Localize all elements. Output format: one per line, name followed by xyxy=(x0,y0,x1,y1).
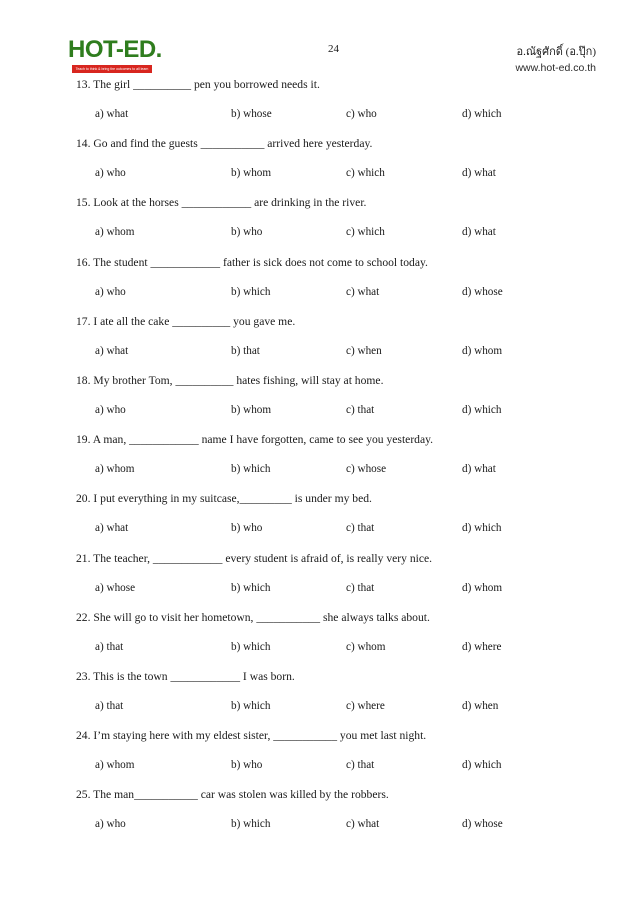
option-c: c) that xyxy=(346,581,375,594)
question-18 xyxy=(76,374,596,433)
question-17 xyxy=(76,315,596,374)
option-d: d) which xyxy=(462,759,502,772)
option-a: a) who xyxy=(95,403,126,416)
option-d: d) which xyxy=(462,522,502,535)
option-a: a) that xyxy=(95,699,124,712)
option-d: d) where xyxy=(462,640,502,653)
question-14 xyxy=(76,137,596,196)
option-b: b) that xyxy=(231,344,260,357)
option-d: d) what xyxy=(462,463,496,476)
option-b: b) whom xyxy=(231,167,272,180)
question-stem: 18. My brother Tom, __________ hates fishing, will stay at home. xyxy=(76,373,384,387)
option-c: c) what xyxy=(346,285,380,298)
option-d: d) what xyxy=(462,226,496,239)
question-stem: 20. I put everything in my suitcase,_________ is under my bed. xyxy=(76,492,372,506)
option-b: b) whose xyxy=(231,108,272,120)
question-19 xyxy=(76,433,596,492)
option-a: a) who xyxy=(95,285,126,298)
question-stem: 25. The man___________ car was stolen was killed by the robbers. xyxy=(76,788,389,802)
question-22 xyxy=(76,611,596,670)
question-stem: 19. A man, ____________ name I have forgotten, came to see you yesterday. xyxy=(76,433,434,447)
question-23 xyxy=(76,670,596,729)
logo-tagline: Teach to think & bring the outcomes to all learn xyxy=(72,65,152,73)
option-b: b) which xyxy=(231,818,271,831)
option-a: a) whom xyxy=(95,463,135,476)
option-d: d) which xyxy=(462,403,502,416)
option-b: b) who xyxy=(231,226,263,239)
option-b: b) who xyxy=(231,759,263,772)
option-b: b) which xyxy=(231,285,271,298)
question-16 xyxy=(76,256,596,315)
question-24 xyxy=(76,729,596,788)
option-a: a) what xyxy=(95,344,129,357)
option-a: a) whom xyxy=(95,226,135,239)
option-d: d) whose xyxy=(462,285,503,298)
author-name: อ.ณัฐศักดิ์ (อ.ปุ๊ก) xyxy=(516,46,596,58)
question-15 xyxy=(76,196,596,255)
hot-ed-logo xyxy=(68,36,162,76)
option-a: a) what xyxy=(95,108,129,120)
logo-text: HOT-ED. xyxy=(68,36,162,63)
question-25 xyxy=(76,788,596,847)
option-a: a) who xyxy=(95,167,126,180)
question-stem: 22. She will go to visit her hometown, ___________ she always talks about. xyxy=(76,610,430,624)
question-stem: 14. Go and find the guests ___________ arrived here yesterday. xyxy=(76,137,373,151)
option-a: a) whom xyxy=(95,759,135,772)
option-d: d) whom xyxy=(462,581,503,594)
option-d: d) whom xyxy=(462,344,503,357)
option-c: c) which xyxy=(346,167,385,180)
question-20 xyxy=(76,492,596,551)
question-21 xyxy=(76,552,596,611)
option-d: d) what xyxy=(462,167,496,180)
option-c: c) that xyxy=(346,403,375,416)
option-c: c) who xyxy=(346,108,377,120)
option-b: b) which xyxy=(231,463,271,476)
question-list xyxy=(76,78,596,847)
option-c: c) when xyxy=(346,344,382,357)
option-b: b) which xyxy=(231,699,271,712)
option-c: c) where xyxy=(346,699,385,712)
option-d: d) when xyxy=(462,699,499,712)
option-b: b) which xyxy=(231,640,271,653)
option-b: b) who xyxy=(231,522,263,535)
question-stem: 15. Look at the horses ____________ are drinking in the river. xyxy=(76,196,367,210)
option-c: c) what xyxy=(346,818,380,831)
option-c: c) whom xyxy=(346,640,386,653)
question-stem: 17. I ate all the cake __________ you gave me. xyxy=(76,314,296,328)
question-stem: 13. The girl __________ pen you borrowed needs it. xyxy=(76,78,320,91)
option-a: a) who xyxy=(95,818,126,831)
option-c: c) that xyxy=(346,522,375,535)
question-stem: 23. This is the town ____________ I was born. xyxy=(76,669,295,683)
question-stem: 24. I’m staying here with my eldest sister, ___________ you met last night. xyxy=(76,729,427,743)
option-d: d) which xyxy=(462,108,502,120)
option-c: c) whose xyxy=(346,463,387,476)
page-number: 24 xyxy=(328,43,339,55)
option-b: b) which xyxy=(231,581,271,594)
option-c: c) that xyxy=(346,759,375,772)
option-b: b) whom xyxy=(231,403,272,416)
question-13 xyxy=(76,78,596,137)
option-a: a) that xyxy=(95,640,124,653)
question-stem: 16. The student ____________ father is sick does not come to school today. xyxy=(76,255,428,269)
question-stem: 21. The teacher, ____________ every student is afraid of, is really very nice. xyxy=(76,551,433,565)
option-a: a) whose xyxy=(95,581,136,594)
option-c: c) which xyxy=(346,226,385,239)
option-a: a) what xyxy=(95,522,129,535)
website-url: www.hot-ed.co.th xyxy=(515,62,596,74)
option-d: d) whose xyxy=(462,818,503,831)
